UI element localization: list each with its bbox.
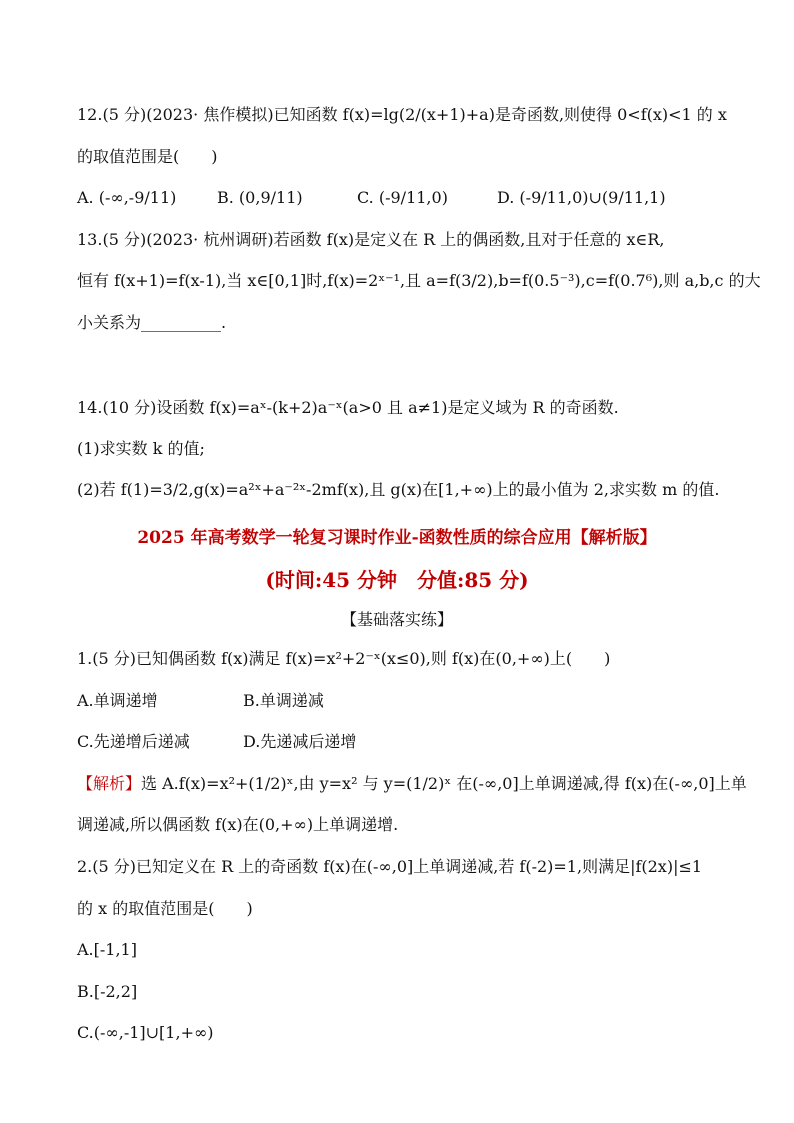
a1-options-row1 bbox=[77, 690, 734, 712]
page-title: 2025 年高考数学一轮复习课时作业-函数性质的综合应用【解析版】 bbox=[137, 528, 657, 548]
a1-option-a: A.单调递增 bbox=[77, 691, 158, 710]
q12-line1: 12.(5 分)(2023· 焦作模拟)已知函数 f(x)=lg(2/(x+1)+a)是奇函数,则使得 0<f(x)<1 的 x bbox=[77, 105, 727, 124]
q12-line2: 的取值范围是( ) bbox=[77, 147, 218, 166]
a1-option-b: B.单调递减 bbox=[243, 691, 324, 710]
section-heading: 【基础落实练】 bbox=[340, 610, 453, 629]
q13-line2: 恒有 f(x+1)=f(x-1),当 x∈[0,1]时,f(x)=2ˣ⁻¹,且 a=f(3/2),b=f(0.5⁻³),c=f(0.7⁶),则 a,b,c 的大 bbox=[77, 271, 761, 290]
jiexi-tag: 【解析】 bbox=[77, 774, 142, 793]
a1-jiexi-line2: 调递减,所以偶函数 f(x)在(0,+∞)上单调递增. bbox=[77, 815, 399, 834]
a1-option-d: D.先递减后递增 bbox=[243, 732, 357, 751]
a1-jiexi-line1 bbox=[77, 773, 747, 795]
q12-option-d: D. (-9/11,0)∪(9/11,1) bbox=[497, 188, 666, 207]
a2-line2: 的 x 的取值范围是( ) bbox=[77, 899, 253, 918]
q12-option-c: C. (-9/11,0) bbox=[357, 188, 448, 207]
q13-line1: 13.(5 分)(2023· 杭州调研)若函数 f(x)是定义在 R 上的偶函数,且对于任意的 x∈R, bbox=[77, 230, 665, 249]
a2-option-c: C.(-∞,-1]∪[1,+∞) bbox=[77, 1023, 214, 1042]
q14-line2: (1)求实数 k 的值; bbox=[77, 439, 205, 458]
a2-option-b: B.[-2,2] bbox=[77, 982, 138, 1001]
q12-option-a: A. (-∞,-9/11) bbox=[77, 188, 177, 207]
q12-options bbox=[77, 187, 734, 209]
jiexi-text: 选 A.f(x)=x²+(1/2)ˣ,由 y=x² 与 y=(1/2)ˣ 在(-∞,0]上单调递减,得 f(x)在(-∞,0]上单 bbox=[141, 774, 747, 793]
q14-line1: 14.(10 分)设函数 f(x)=aˣ-(k+2)a⁻ˣ(a>0 且 a≠1)是定义域为 R 的奇函数. bbox=[77, 398, 619, 417]
q13-line3: 小关系为__________. bbox=[77, 313, 227, 332]
q14-line3: (2)若 f(1)=3/2,g(x)=a²ˣ+a⁻²ˣ-2mf(x),且 g(x)在[1,+∞)上的最小值为 2,求实数 m 的值. bbox=[77, 480, 720, 499]
a2-option-a: A.[-1,1] bbox=[77, 940, 137, 959]
q12-option-b: B. (0,9/11) bbox=[217, 188, 303, 207]
a1-option-c: C.先递增后递减 bbox=[77, 732, 190, 751]
a1-options-row2 bbox=[77, 731, 734, 753]
a1-line1: 1.(5 分)已知偶函数 f(x)满足 f(x)=x²+2⁻ˣ(x≤0),则 f(x)在(0,+∞)上( ) bbox=[77, 649, 611, 668]
a2-line1: 2.(5 分)已知定义在 R 上的奇函数 f(x)在(-∞,0]上单调递减,若 f(-2)=1,则满足|f(2x)|≤1 bbox=[77, 857, 703, 876]
page-subtitle: (时间:45 分钟 分值:85 分) bbox=[265, 568, 529, 592]
